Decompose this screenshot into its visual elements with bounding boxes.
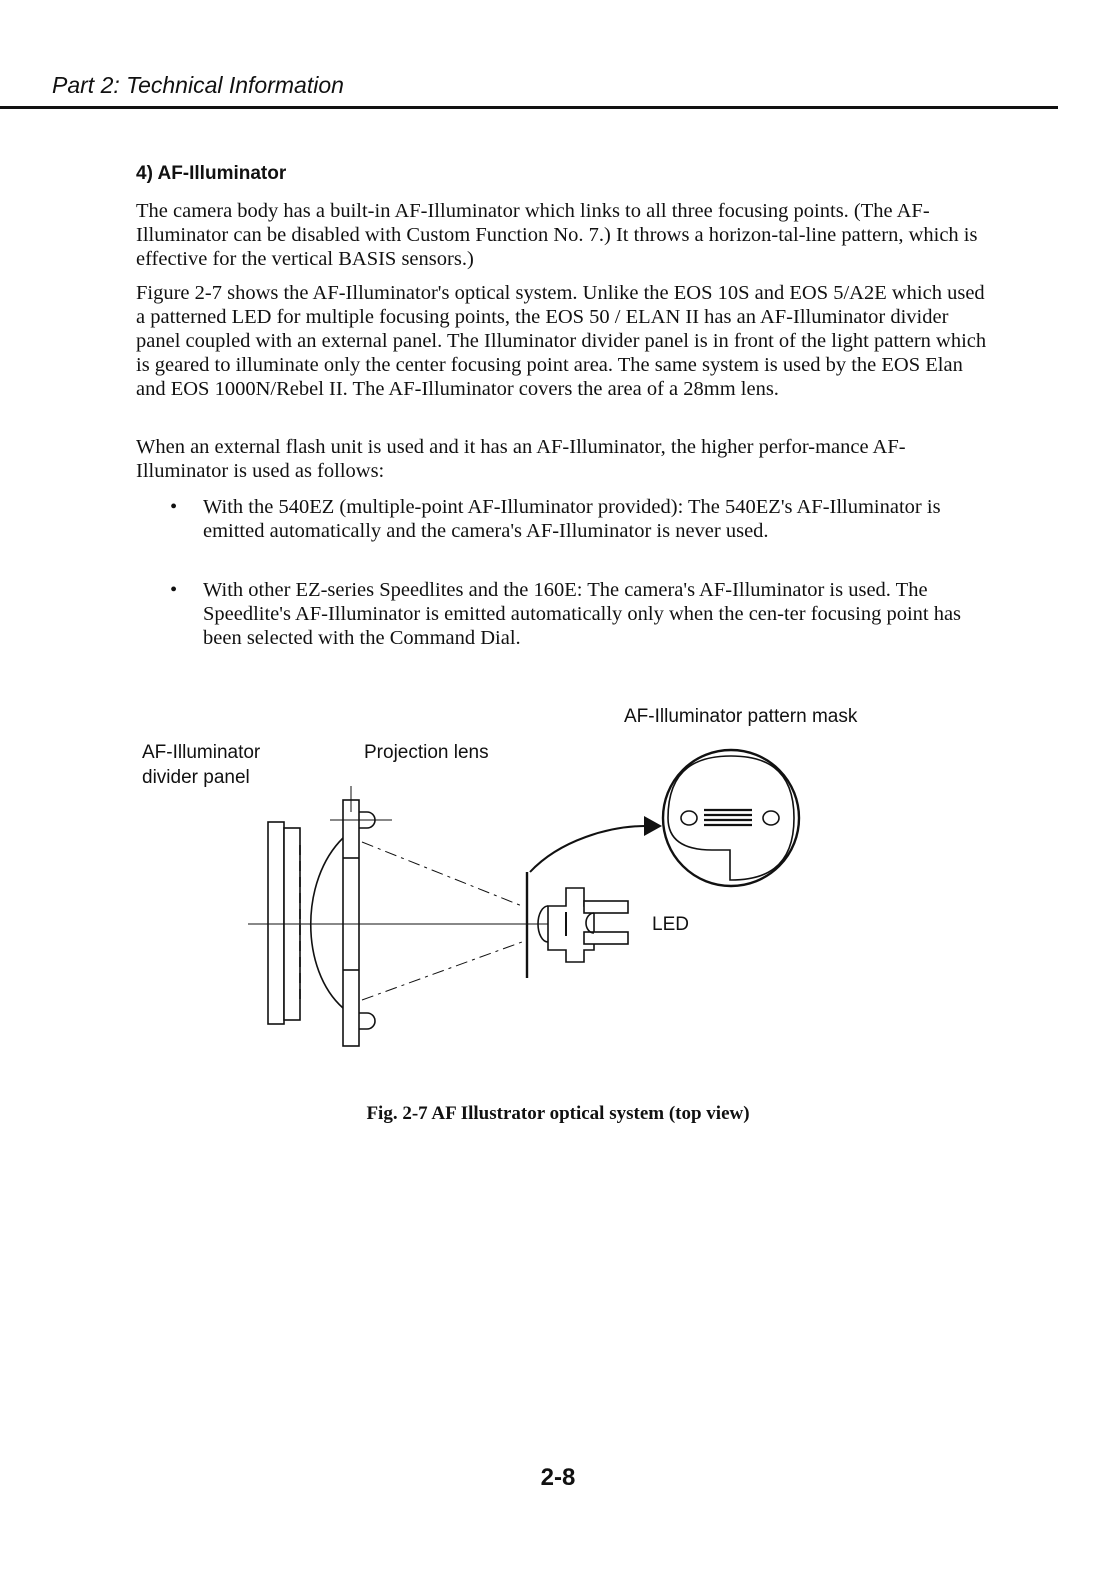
pattern-mask-magnified: [663, 750, 799, 886]
ray-upper: [362, 842, 522, 906]
section-heading: 4) AF-Illuminator: [136, 163, 287, 184]
label-led: LED: [652, 914, 689, 935]
paragraph-1: The camera body has a built-in AF-Illuminator which links to all three focusing points. (The AF-Illuminator can be disabled with Custom Function No. 7.) It throws a horizon-tal-line pattern, which is effective for the vertical BASIS sensors.): [136, 200, 978, 270]
label-divider-line2: divider panel: [142, 767, 250, 788]
bullet-marker: •: [170, 579, 178, 601]
led-body: [538, 888, 628, 962]
bullet-text: With other EZ-series Speedlites and the 160E: The camera's AF-Illuminator is used. The Speedlite's AF-Illuminator is emitted automatically only when the cen-ter focusing point has been selected with the Command Dial.: [203, 579, 962, 649]
paragraph-2: Figure 2-7 shows the AF-Illuminator's optical system. Unlike the EOS 10S and EOS 5/A2E which used a patterned LED for multiple focusing points, the EOS 50 / ELAN II has an AF-Illuminator divider panel coupled with an external panel. The Illuminator divider panel is in front of the light pattern which is geared to illuminate only the center focusing point area. The same system is used by the EOS Elan and EOS 1000N/Rebel II. The AF-Illuminator covers the area of a 28mm lens.: [136, 282, 987, 400]
ray-lower: [362, 942, 522, 1000]
running-header: Part 2: Technical Information: [52, 72, 344, 98]
bullet-text: With the 540EZ (multiple-point AF-Illuminator provided): The 540EZ's AF-Illuminator is emitted automatically and the camera's AF-Illuminator is never used.: [203, 496, 941, 542]
pointer-arrow: [530, 826, 646, 872]
paragraph-3: When an external flash unit is used and it has an AF-Illuminator, the higher perfor-mance AF-Illuminator is used as follows:: [136, 436, 906, 482]
projection-lens: [311, 786, 392, 1046]
label-divider-line1: AF-Illuminator: [142, 742, 261, 763]
divider-panel: [268, 822, 300, 1024]
label-projection-lens: Projection lens: [364, 742, 489, 763]
label-pattern-mask: AF-Illuminator pattern mask: [624, 706, 858, 727]
page-number: 2-8: [540, 1464, 576, 1491]
figure-caption: Fig. 2-7 AF Illustrator optical system (top view): [366, 1103, 750, 1124]
label-divider-panel: [142, 740, 260, 790]
bullet-marker: •: [170, 496, 178, 518]
